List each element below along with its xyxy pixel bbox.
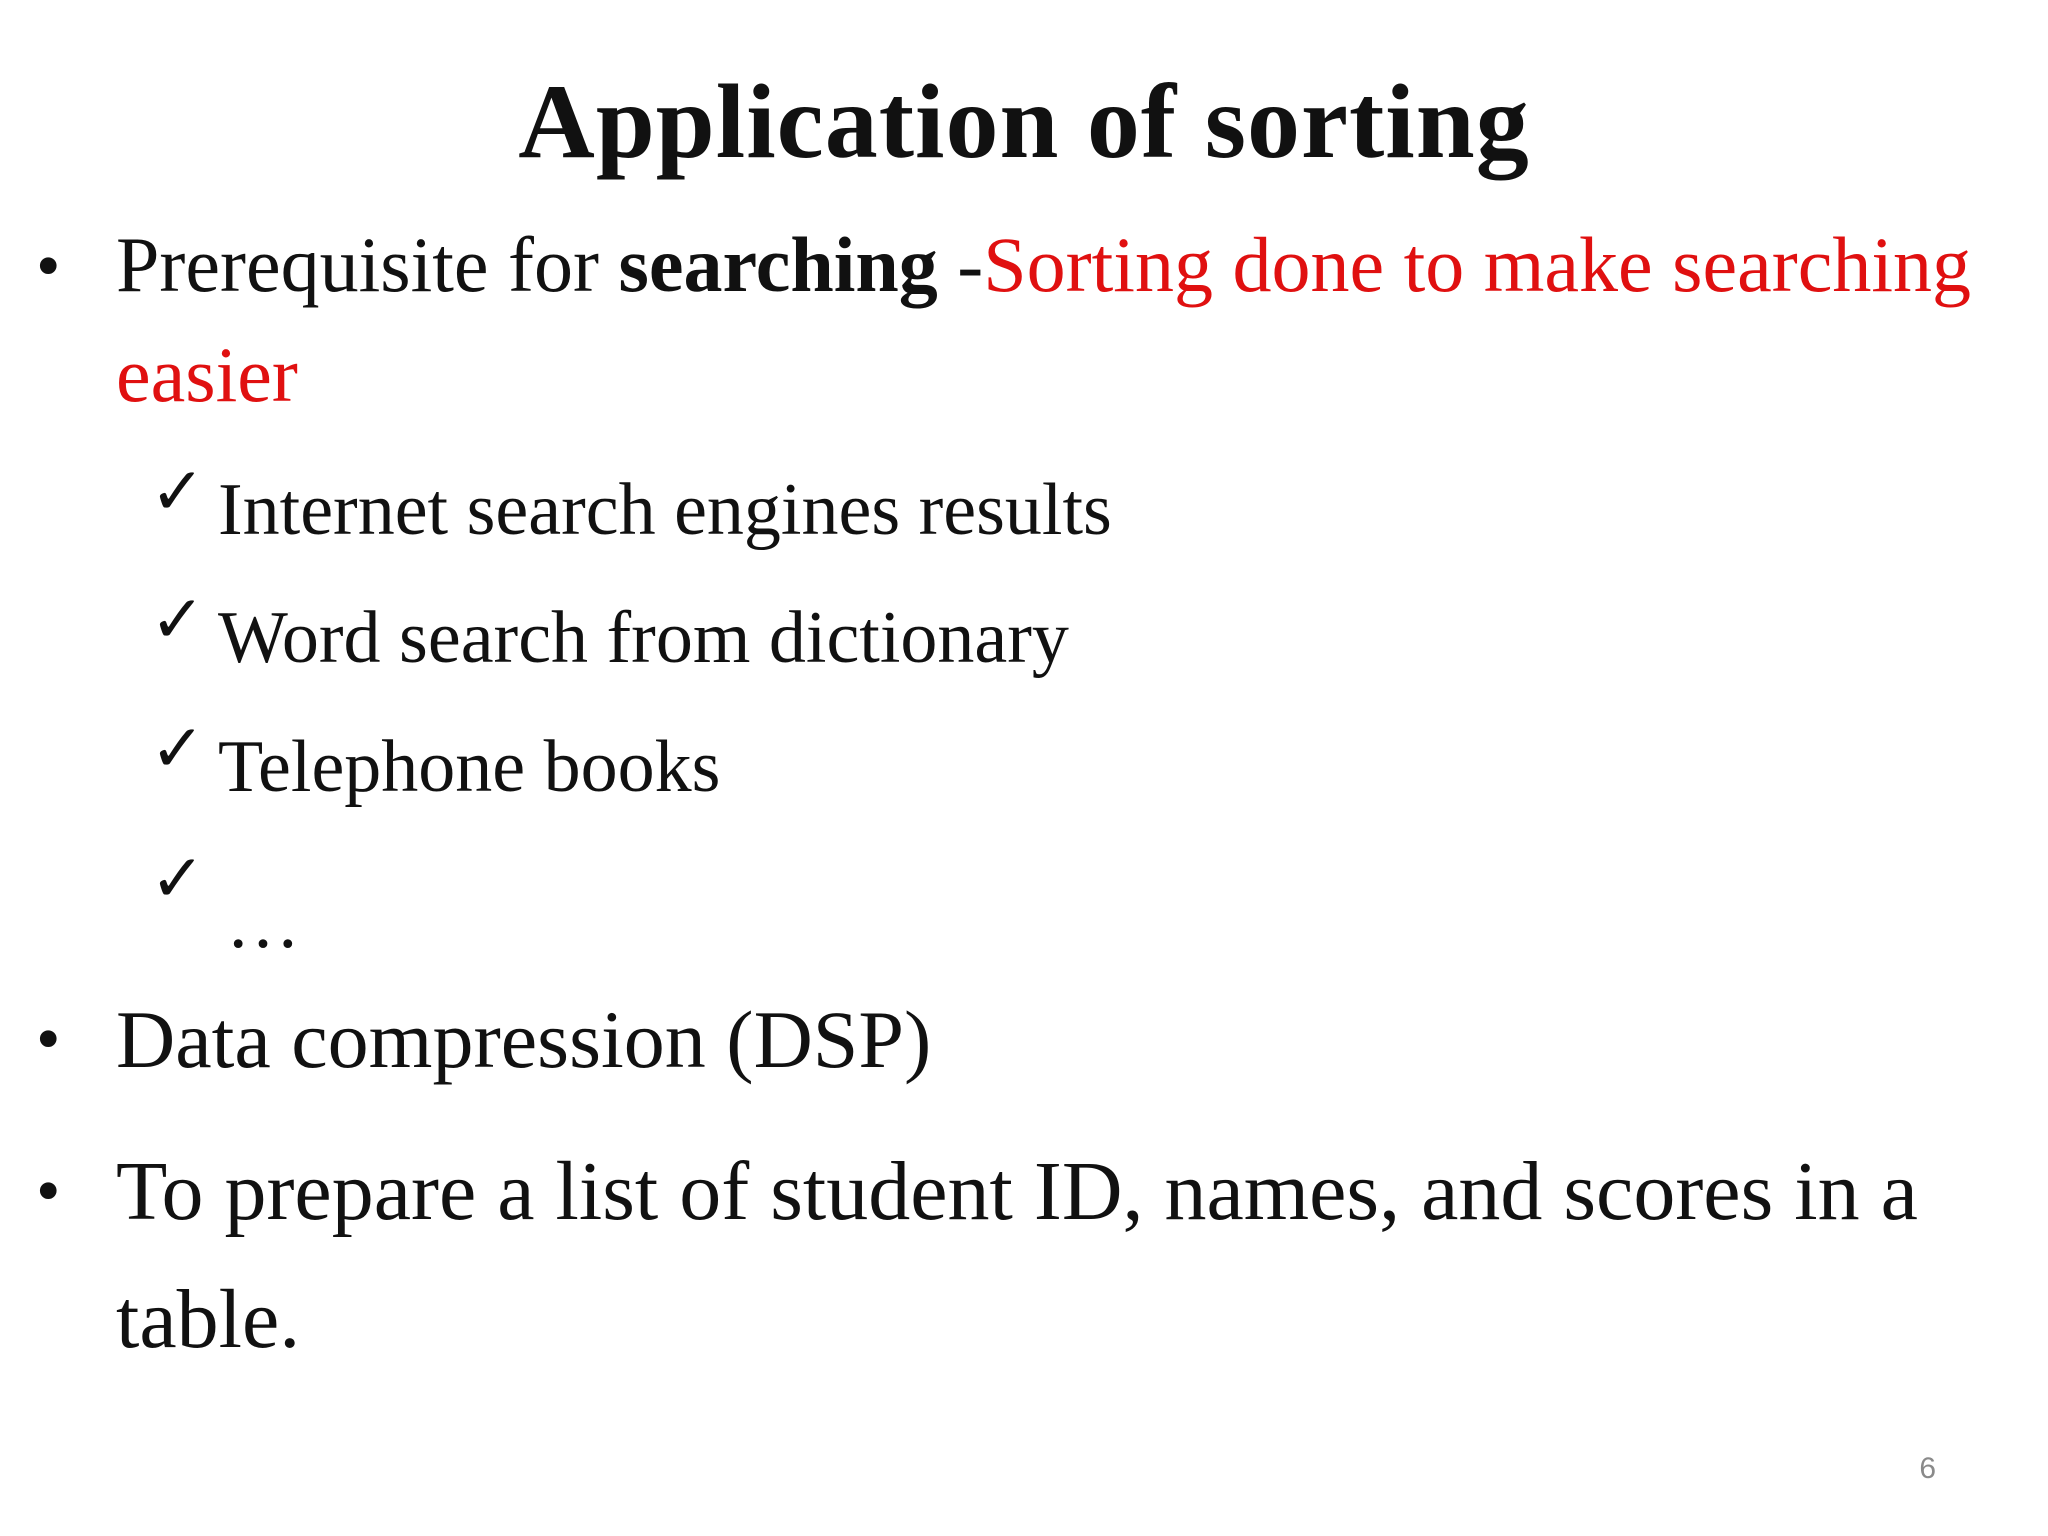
bullet-highlight: Sorting done to make searching easier	[116, 221, 1972, 418]
bullet-text	[116, 210, 2036, 430]
bullet-dot: •	[36, 1153, 61, 1230]
bullet-text: Data compression (DSP)	[116, 994, 932, 1085]
checkmark-icon: ✓	[150, 453, 206, 530]
bullet-text: To prepare a list of student ID, names, and scores in a table.	[116, 1145, 1918, 1366]
checkmark-icon: ✓	[150, 581, 206, 658]
checkmark-icon: ✓	[150, 840, 206, 917]
page-number: 6	[1919, 1452, 1936, 1485]
sub-item-label: Word search from dictionary	[218, 597, 1069, 679]
bullet-dot: •	[36, 1001, 61, 1078]
sub-item-label: …	[226, 882, 300, 964]
sub-item-label: Internet search engines results	[218, 469, 1112, 551]
bullet-dot: •	[36, 228, 61, 305]
bullet-separator: -	[937, 221, 984, 308]
checkmark-icon: ✓	[150, 710, 206, 787]
slide-title: Application of sorting	[518, 63, 1530, 180]
bullet-prefix: Prerequisite for	[116, 221, 619, 308]
bullet-bold-keyword: searching	[618, 221, 938, 308]
sub-item-label: Telephone books	[218, 726, 721, 808]
